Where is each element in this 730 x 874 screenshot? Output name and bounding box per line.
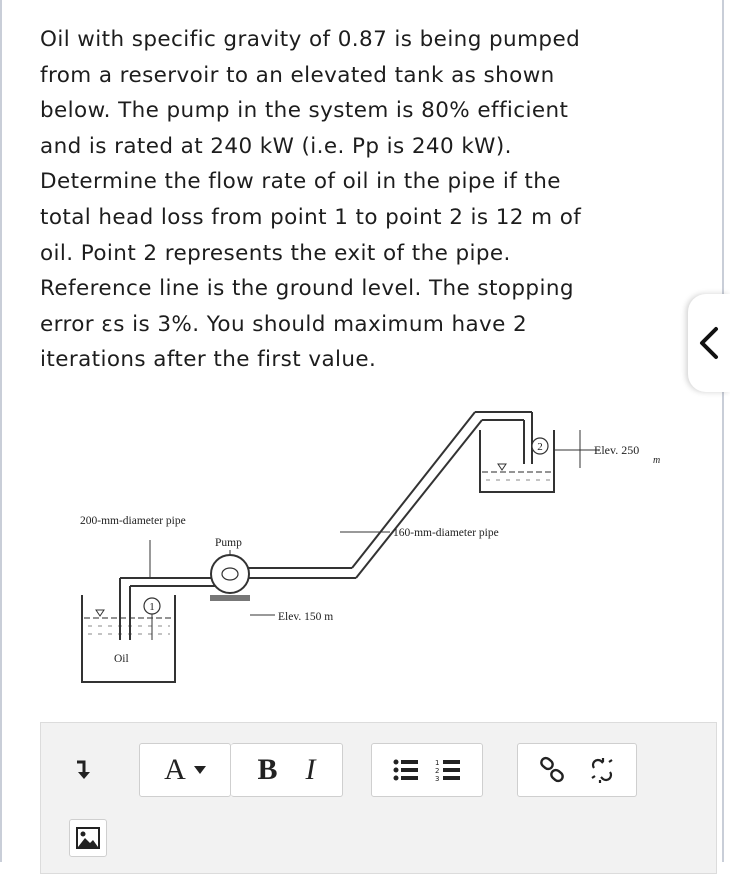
elev-tank-label: Elev. 250	[594, 443, 640, 457]
svg-text:3: 3	[435, 775, 440, 782]
arrow-down-icon	[74, 759, 92, 781]
elev-pump-label: Elev. 150 m	[278, 611, 334, 623]
question-line: below. The pump in the system is 80% efficient	[40, 98, 569, 124]
chevron-left-icon	[698, 326, 720, 360]
pump-label: Pump	[215, 537, 242, 549]
question-line: Reference line is the ground level. The stopping	[40, 276, 574, 302]
link-group	[517, 743, 637, 797]
elev-tank-unit: m	[653, 455, 661, 466]
format-group	[231, 743, 343, 797]
numbered-list-icon[interactable]	[435, 758, 461, 782]
question-line: oil. Point 2 represents the exit of the pipe.	[40, 240, 511, 266]
image-icon	[76, 827, 100, 849]
suction-pipe	[120, 540, 215, 640]
insert-image-button[interactable]	[69, 819, 107, 857]
answer-editor	[40, 722, 717, 874]
svg-text:1: 1	[435, 759, 440, 767]
link-icon[interactable]	[538, 756, 566, 784]
question-text	[40, 22, 700, 378]
question-line: error εs is 3%. You should maximum have 2	[40, 311, 528, 337]
point-1-label: 1	[149, 601, 155, 613]
italic-button[interactable]: I	[305, 753, 316, 786]
pipe-200-label: 200-mm-diameter pipe	[80, 515, 186, 527]
question-line: total head loss from point 1 to point 2 is 12 m of	[40, 204, 582, 230]
oil-label: Oil	[114, 653, 129, 665]
question-line: Determine the flow rate of oil in the pipe if the	[40, 169, 561, 195]
font-color-label: A	[164, 753, 186, 786]
collapse-panel-button[interactable]	[688, 294, 730, 392]
pump-icon	[210, 550, 275, 615]
font-color-button[interactable]	[139, 743, 231, 797]
bullet-list-icon[interactable]	[393, 758, 419, 782]
question-line: Oil with specific gravity of 0.87 is being pumped	[40, 27, 581, 52]
question-line: from a reservoir to an elevated tank as shown	[40, 62, 555, 88]
chevron-down-icon	[194, 766, 206, 774]
indent-button[interactable]	[59, 743, 107, 797]
pipe-160-label: 160-mm-diameter pipe	[393, 527, 499, 539]
point-2-marker	[532, 438, 548, 454]
frame-left-border	[0, 0, 2, 862]
discharge-pipe	[248, 412, 532, 578]
point-2-label: 2	[537, 441, 543, 453]
svg-text:2: 2	[435, 767, 440, 775]
unlink-icon[interactable]	[588, 756, 616, 784]
frame-right-border	[722, 0, 724, 862]
list-group	[371, 743, 483, 797]
question-line: iterations after the first value.	[40, 347, 377, 373]
question-line: and is rated at 240 kW (i.e. Pp is 240 kW).	[40, 133, 512, 159]
pump-system-diagram	[70, 400, 700, 700]
lower-reservoir	[82, 595, 175, 682]
point-1-marker	[144, 598, 160, 640]
bold-button[interactable]: B	[257, 753, 278, 786]
